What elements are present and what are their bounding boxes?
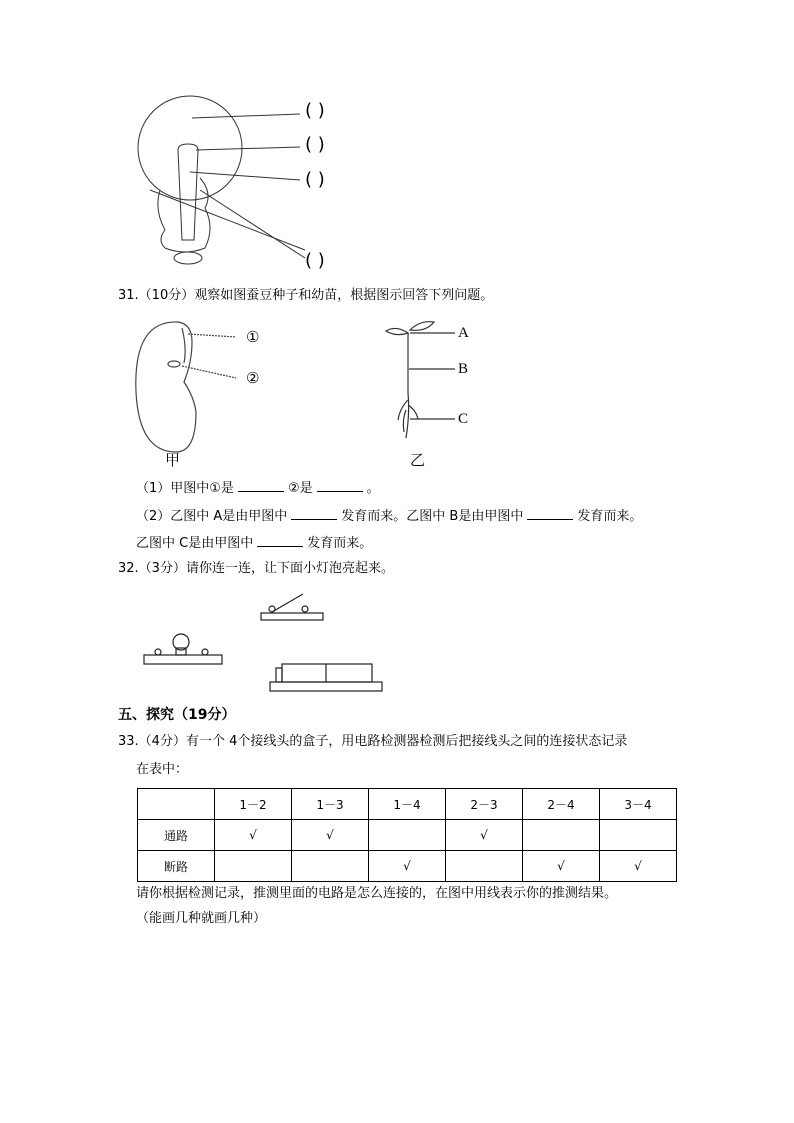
row-label: 断路 [138, 851, 215, 882]
table-cell [369, 820, 446, 851]
answer-bracket[interactable]: ( ) [305, 100, 325, 121]
answer-bracket[interactable]: ( ) [305, 250, 325, 271]
table-cell [600, 820, 677, 851]
q31-part2: （2）乙图中 A是由甲图中 发育而来。乙图中 B是由甲图中 发育而来。 [136, 509, 643, 524]
answer-blank[interactable] [527, 508, 573, 520]
label-A: A [458, 325, 469, 341]
header-cell: 2－3 [446, 789, 523, 820]
question-32-title: 32.（3分）请你连一连，让下面小灯泡亮起来。 [118, 561, 394, 576]
header-cell: 2－4 [523, 789, 600, 820]
header-cell: 1－3 [292, 789, 369, 820]
table-cell [292, 851, 369, 882]
header-cell: 1－2 [215, 789, 292, 820]
question-33-title-cont: 在表中： [136, 762, 189, 777]
section-5-heading: 五、探究（19分） [118, 707, 236, 723]
table-cell: √ [446, 820, 523, 851]
answer-blank[interactable] [238, 480, 284, 492]
switch-icon [261, 594, 323, 620]
light-bulb-icon [144, 634, 222, 664]
caption-jia: 甲 [165, 451, 181, 469]
question-33-instruction: 请你根据检测记录，推测里面的电路是怎么连接的，在图中用线表示你的推测结果。 [136, 886, 618, 901]
bean-seed-figure [136, 322, 236, 452]
seedling-figure [386, 322, 455, 438]
table-cell: √ [292, 820, 369, 851]
q31-part1: （1）甲图中①是 ②是 。 [136, 481, 380, 496]
header-cell [138, 789, 215, 820]
caption-yi: 乙 [410, 451, 426, 469]
table-cell: √ [369, 851, 446, 882]
table-cell: √ [600, 851, 677, 882]
label-2: ② [246, 369, 260, 387]
q31-part3: 乙图中 C是由甲图中 发育而来。 [136, 536, 373, 551]
label-B: B [458, 361, 469, 377]
table-cell [446, 851, 523, 882]
seed-germination-figure [138, 96, 305, 264]
circuit-components [144, 594, 382, 691]
table-header-row [138, 789, 677, 820]
table-cell [523, 820, 600, 851]
answer-blank[interactable] [317, 480, 363, 492]
label-1: ① [246, 328, 260, 346]
table-row [138, 820, 677, 851]
answer-blank[interactable] [291, 508, 337, 520]
row-label: 通路 [138, 820, 215, 851]
label-C: C [458, 411, 469, 427]
header-cell: 1－4 [369, 789, 446, 820]
question-33-title: 33.（4分）有一个 4个接线头的盒子，用电路检测器检测后把接线头之间的连接状态记录 [118, 734, 628, 749]
header-cell: 3－4 [600, 789, 677, 820]
battery-holder-icon [270, 664, 382, 691]
question-33-note: （能画几种就画几种） [136, 911, 267, 926]
answer-bracket[interactable]: ( ) [305, 169, 325, 190]
table-cell: √ [215, 820, 292, 851]
table-row [138, 851, 677, 882]
question-31-title: 31.（10分）观察如图蚕豆种子和幼苗，根据图示回答下列问题。 [118, 288, 494, 303]
answer-blank[interactable] [257, 535, 303, 547]
table-cell: √ [523, 851, 600, 882]
answer-bracket[interactable]: ( ) [305, 134, 325, 155]
table-cell [215, 851, 292, 882]
connection-table [137, 788, 677, 882]
